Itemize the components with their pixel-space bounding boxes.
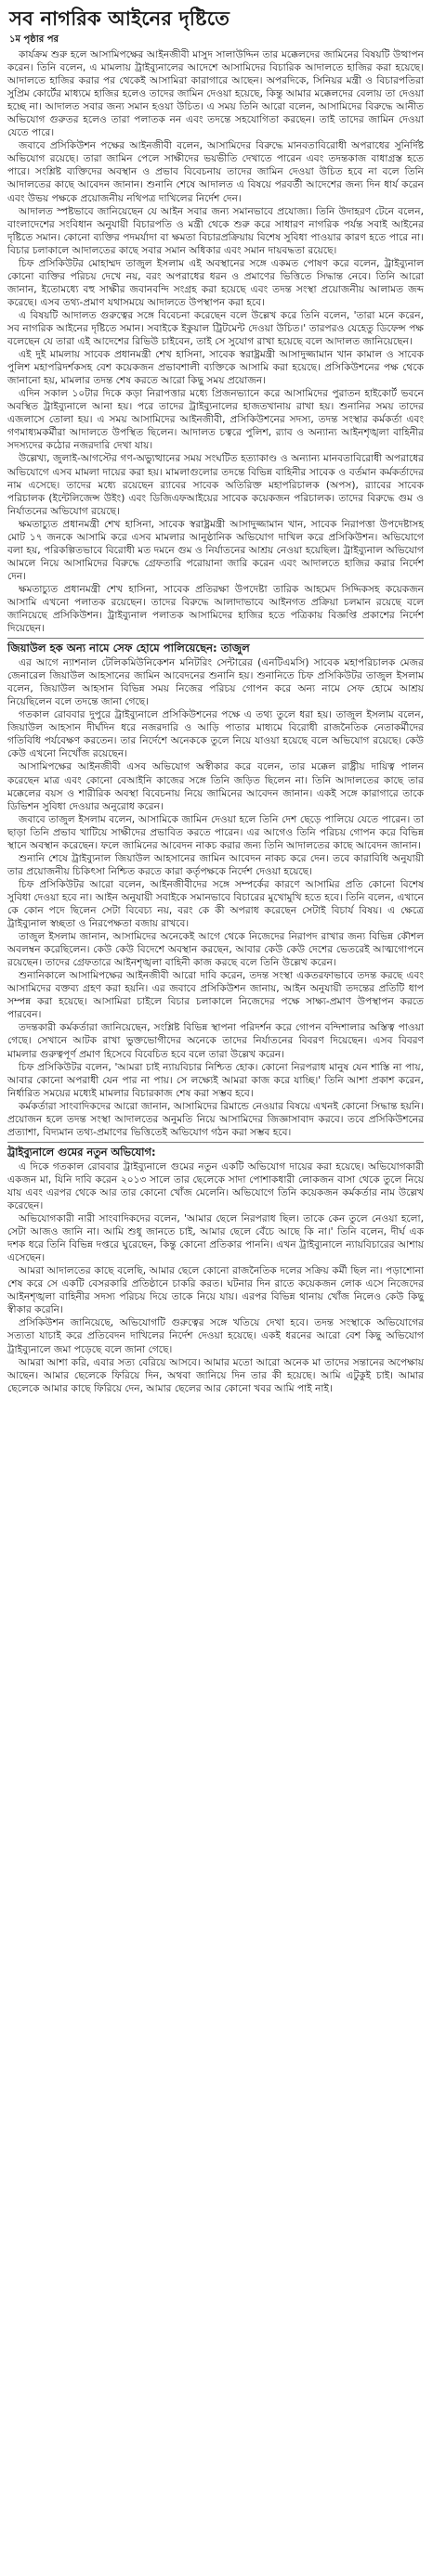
paragraph: উল্লেখ্য, জুলাই-আগস্টের গণ-অভ্যুত্থানের সময় সংঘটিত হত্যাকাণ্ড ও অন্যান্য মানবতাবিরোধী অপরাধের অভিযোগে এসব মামলা দায়ের করা হয়। মামলাগুলোর তদন্তে বিভিন্ন বাহিনীর সাবেক ও বর্তমান কর্মকর্তাদের নাম এসেছে। তাদের মধ্যে রয়েছেন র‍্যাবের সাবেক অতিরিক্ত মহাপরিচালক (অপস), র‍্যাবের সাবেক পরিচালক (ইন্টেলিজেন্স উইং) এবং ডিজিএফআইয়ের সাবেক কয়েকজন পরিচালক। তাদের বিরুদ্ধে গুম ও নির্যাতনের অভিযোগ রয়েছে। — [7, 453, 424, 517]
paragraph: তাজুল ইসলাম জানান, আসামিদের অনেকেই আগে থেকে নিজেদের নিরাপদ রাখার জন্য বিভিন্ন কৌশল অবলম্বন করেছিলেন। কেউ কেউ বিদেশে অবস্থান করছেন, আবার কেউ কেউ দেশের ভেতরেই আত্মগোপনে রয়েছেন। তাদের গ্রেফতারে আইনশৃঙ্খলা বাহিনী কাজ করছে বলে তিনি উল্লেখ করেন। — [7, 931, 424, 969]
section-subheading — [7, 1142, 424, 1159]
paragraph: তদন্তকারী কর্মকর্তারা জানিয়েছেন, সংশ্লিষ্ট বিভিন্ন স্থাপনা পরিদর্শন করে গোপন বন্দিশালার অস্তিত্ব পাওয়া গেছে। সেখানে আটক রাখা ভুক্তভোগীদের অনেকে তাদের নির্যাতনের বিবরণ দিয়েছেন। এসব বিবরণ মামলার গুরুত্বপূর্ণ প্রমাণ হিসেবে বিবেচিত হবে বলে তারা উল্লেখ করেন। — [7, 1022, 424, 1060]
paragraph: কর্মকর্তারা সাংবাদিকদের আরো জানান, আসামিদের রিমান্ডে নেওয়ার বিষয়ে এখনই কোনো সিদ্ধান্ত হয়নি। প্রয়োজন হলে তদন্ত সংস্থা আদালতের অনুমতি নিয়ে আসামিদের জিজ্ঞাসাবাদ করবে। তবে প্রসিকিউশনের প্রত্যাশা, বিদ্যমান তথ্য-প্রমাণের ভিত্তিতেই অভিযোগ গঠন করা সম্ভব হবে। — [7, 1100, 424, 1138]
paragraph: ক্ষমতাচ্যুত প্রধানমন্ত্রী শেখ হাসিনা, সাবেক প্রতিরক্ষা উপদেষ্টা তারিক আহমেদ সিদ্দিকসহ কয়েকজন আসামি এখনো পলাতক রয়েছেন। তাদের বিরুদ্ধে আলাদাভাবে আইনগত প্রক্রিয়া চলমান রয়েছে বলে জানিয়েছে প্রসিকিউশন। ট্রাইব্যুনাল পলাতক আসামিদের হাজির হতে পত্রিকায় বিজ্ঞপ্তি প্রকাশের নির্দেশ দিয়েছেন। — [7, 583, 424, 635]
article-body-part2 — [7, 656, 424, 1139]
paragraph: এ বিষয়টি আদালত গুরুত্বের সঙ্গে বিবেচনা করেছেন বলে উল্লেখ করে তিনি বলেন, 'তারা মনে করেন, সব নাগরিক আইনের দৃষ্টিতে সমান। সবাইকে ইকুয়াল ট্রিটমেন্ট দেওয়া উচিত।' তারপরও যেহেতু ডিফেন্স পক্ষ বলেছেন যে তারা এই আদেশের রিভিউ চাইবেন, তাই সে সুযোগ রাখা হয়েছে বলে আদালত জানিয়েছেন। — [7, 309, 424, 348]
paragraph: এই দুই মামলায় সাবেক প্রধানমন্ত্রী শেখ হাসিনা, সাবেক স্বরাষ্ট্রমন্ত্রী আসাদুজ্জামান খান কামাল ও সাবেক পুলিশ মহাপরিদর্শকসহ বেশ কয়েকজন প্রভাবশালী ব্যক্তিকে আসামি করা হয়েছে। প্রসিকিউশনের পক্ষ থেকে জানানো হয়, মামলার তদন্ত শেষ করতে আরো কিছু সময় প্রয়োজন। — [7, 349, 424, 387]
paragraph: গতকাল রোববার দুপুরে ট্রাইব্যুনালে প্রসিকিউশনের পক্ষে এ তথ্য তুলে ধরা হয়। তাজুল ইসলাম বলেন, জিয়াউল আহসান দীর্ঘদিন ধরে নজরদারি ও আড়ি পাতার মাধ্যমে বিরোধী রাজনৈতিক নেতাকর্মীদের গতিবিধি পর্যবেক্ষণ করতেন। তার নির্দেশে অনেককে তুলে নিয়ে যাওয়া হয়েছে বলে অভিযোগ রয়েছে। কেউ কেউ এখনো নিখোঁজ রয়েছেন। — [7, 709, 424, 760]
paragraph: চিফ প্রসিকিউটর বলেন, 'আমরা চাই ন্যায়বিচার নিশ্চিত হোক। কোনো নিরপরাধ মানুষ যেন শাস্তি না পায়, আবার কোনো অপরাধী যেন পার না পায়। সে লক্ষ্যেই আমরা কাজ করে যাচ্ছি।' তিনি আশা প্রকাশ করেন, নির্ধারিত সময়ের মধ্যেই মামলার বিচারকাজ শেষ করা সম্ভব হবে। — [7, 1061, 424, 1099]
article-body-part1 — [7, 48, 424, 635]
paragraph: কার্যক্রম শুরু হলে আসামিপক্ষের আইনজীবী মাসুদ সালাউদ্দিন তার মক্কেলদের জামিনের বিষয়টি উত্থাপন করেন। তিনি বলেন, এ মামলায় ট্রাইব্যুনালের আদেশে আসামিদের বিচারিক আদালতে হাজির করা হয়েছে। আদালতে হাজির করার পর থেকেই আসামিরা কারাগারে আছেন। অপরদিকে, সিনিয়র মন্ত্রী ও বিচারপতিরা সুপ্রিম কোর্টের মাধ্যমে হাজির হলেও তাদের জামিন দেওয়া হয়েছে, কিন্তু আমার মক্কেলদের বেলায় তা দেওয়া হচ্ছে না। আদালত সবার জন্য সমান হওয়া উচিত। এ সময় তিনি আরো বলেন, আসামিদের বিরুদ্ধে আনীত অভিযোগ গুরুতর হলেও তারা পলাতক নন এবং তদন্তে সহযোগিতা করছেন। তাই তাদের জামিন দেওয়া যেতে পারে। — [7, 49, 424, 139]
paragraph: চিফ প্রসিকিউটর মোহাম্মদ তাজুল ইসলাম এই অবস্থানের সঙ্গে একমত পোষণ করে বলেন, ট্রাইব্যুনাল কোনো ব্যক্তির পরিচয় দেখে নয়, বরং অপরাধের ধরন ও প্রমাণের ভিত্তিতে সিদ্ধান্ত নেবে। তিনি আরো জানান, ইতোমধ্যে বহু সাক্ষীর জবানবন্দি সংগ্রহ করা হয়েছে এবং তদন্ত সংস্থা প্রয়োজনীয় আলামত জব্দ করেছে। এসব তথ্য-প্রমাণ যথাসময়ে আদালতে উপস্থাপন করা হবে। — [7, 257, 424, 308]
article-body-part3 — [7, 1160, 424, 1395]
paragraph: জবাবে প্রসিকিউশন পক্ষের আইনজীবী বলেন, আসামিদের বিরুদ্ধে মানবতাবিরোধী অপরাধের সুনির্দিষ্ট অভিযোগ রয়েছে। তারা জামিন পেলে সাক্ষীদের ভয়ভীতি দেখাতে পারেন এবং তদন্তকাজ বাধাগ্রস্ত হতে পারে। সংশ্লিষ্ট ব্যক্তিদের অবস্থান ও প্রভাব বিবেচনায় তাদের জামিন দেওয়া উচিত হবে না বলে তিনি আদালতের কাছে আবেদন জানান। শুনানি শেষে আদালত এ বিষয়ে পরবর্তী আদেশের জন্য দিন ধার্য করেন এবং উভয় পক্ষকে প্রয়োজনীয় নথিপত্র দাখিলের নির্দেশ দেন। — [7, 140, 424, 204]
continued-from-label: ১ম পৃষ্ঠার পর — [9, 34, 59, 45]
paragraph: আদালত স্পষ্টভাবে জানিয়েছেন যে আইন সবার জন্য সমানভাবে প্রযোজ্য। তিনি উদাহরণ টেনে বলেন, বাংলাদেশের সংবিধান অনুযায়ী বিচারপতি ও মন্ত্রী থেকে শুরু করে সাধারণ নাগরিক পর্যন্ত সবাই আইনের দৃষ্টিতে সমান। কোনো ব্যক্তির পদমর্যাদা বা ক্ষমতা বিচারপ্রক্রিয়ায় বিশেষ সুবিধা পাওয়ার কারণ হতে পারে না। বিচার চলাকালে আদালতের কাছে সবার সমান অধিকার এবং সমান দায়বদ্ধতা রয়েছে। — [7, 205, 424, 256]
paragraph: জবাবে তাজুল ইসলাম বলেন, আসামিকে জামিন দেওয়া হলে তিনি দেশ ছেড়ে পালিয়ে যেতে পারেন। তা ছাড়া তিনি প্রভাব খাটিয়ে সাক্ষীদের প্রভাবিত করতে পারেন। এর আগেও তিনি পরিচয় গোপন করে বিভিন্ন স্থানে অবস্থান করেছেন। ফলে জামিনের আবেদন নাকচ করার জন্য তিনি আদালতের কাছে আবেদন জানান। — [7, 813, 424, 851]
paragraph: শুনানিকালে আসামিপক্ষের আইনজীবী আরো দাবি করেন, তদন্ত সংস্থা একতরফাভাবে তদন্ত করছে এবং আসামিদের বক্তব্য গ্রহণ করা হয়নি। এর জবাবে প্রসিকিউশন জানায়, আইন অনুযায়ী তদন্তের প্রতিটি ধাপ সম্পন্ন করা হয়েছে। আসামিরা চাইলে বিচার চলাকালে নিজেদের পক্ষে সাক্ষ্য-প্রমাণ উপস্থাপন করতে পারবেন। — [7, 970, 424, 1021]
paragraph: আমরা আশা করি, এবার সত্য বেরিয়ে আসবে। আমার মতো আরো অনেক মা তাদের সন্তানের অপেক্ষায় আছেন। আমার ছেলেকে ফিরিয়ে দিন, অথবা জানিয়ে দিন তার কী হয়েছে। আমি এটুকুই চাই। আমার ছেলেকে আমার কাছে ফিরিয়ে দেন, আমার ছেলের আর কোনো খবর আমি পাই নাই। — [7, 1356, 424, 1394]
paragraph: আমরা আদালতের কাছে বলেছি, আমার ছেলে কোনো রাজনৈতিক দলের সক্রিয় কর্মী ছিল না। পড়াশোনা শেষ করে সে একটি বেসরকারি প্রতিষ্ঠানে চাকরি করত। ঘটনার দিন রাতে কয়েকজন লোক এসে নিজেদের আইনশৃঙ্খলা বাহিনীর সদস্য পরিচয় দিয়ে তাকে নিয়ে যায়। এরপর বিভিন্ন থানায় খোঁজ নিলেও কেউ কিছু স্বীকার করেনি। — [7, 1265, 424, 1316]
paragraph: আসামিপক্ষের আইনজীবী এসব অভিযোগ অস্বীকার করে বলেন, তার মক্কেল রাষ্ট্রীয় দায়িত্ব পালন করেছেন মাত্র এবং কোনো বেআইনি কাজের সঙ্গে তিনি জড়িত ছিলেন না। তিনি আদালতের কাছে তার মক্কেলের বয়স ও শারীরিক অবস্থা বিবেচনায় নিয়ে জামিনের আবেদন জানান। একই সঙ্গে কারাগারে তাকে ডিভিশন সুবিধা দেওয়ার অনুরোধ করেন। — [7, 761, 424, 812]
paragraph: এ দিকে গতকাল রোববার ট্রাইব্যুনালে গুমের নতুন একটি অভিযোগ দায়ের করা হয়েছে। অভিযোগকারী একজন মা, যিনি দাবি করেন ২০১৩ সালে তার ছেলেকে সাদা পোশাকধারী লোকজন বাসা থেকে তুলে নিয়ে যায় এবং এরপর থেকে আর তার কোনো খোঁজ মেলেনি। অভিযোগে তিনি কয়েকজন কর্মকর্তার নাম উল্লেখ করেছেন। — [7, 1160, 424, 1211]
paragraph: অভিযোগকারী নারী সাংবাদিকদের বলেন, 'আমার ছেলে নিরপরাধ ছিল। তাকে কেন তুলে নেওয়া হলো, সেটা আজও জানি না। আমি শুধু জানতে চাই, আমার ছেলে বেঁচে আছে কি না।' তিনি বলেন, দীর্ঘ এক দশক ধরে তিনি বিভিন্ন দপ্তরে ঘুরেছেন, কিন্তু কোনো প্রতিকার পাননি। এখন ট্রাইব্যুনালে ন্যায়বিচারের আশায় এসেছেন। — [7, 1213, 424, 1264]
paragraph: ক্ষমতাচ্যুত প্রধানমন্ত্রী শেখ হাসিনা, সাবেক স্বরাষ্ট্রমন্ত্রী আসাদুজ্জামান খান, সাবেক নিরাপত্তা উপদেষ্টাসহ মোট ১৭ জনকে আসামি করে এসব মামলার আনুষ্ঠানিক অভিযোগ দাখিল করে প্রসিকিউশন। অভিযোগে বলা হয়, পরিকল্পিতভাবে বিরোধী মত দমনে গুম ও নির্যাতনের আশ্রয় নেওয়া হয়েছিল। ট্রাইব্যুনাল অভিযোগ আমলে নিয়ে আসামিদের বিরুদ্ধে গ্রেফতারি পরোয়ানা জারি করেন এবং আদালতে হাজির করার নির্দেশ দেন। — [7, 518, 424, 582]
paragraph: শুনানি শেষে ট্রাইব্যুনাল জিয়াউল আহসানের জামিন আবেদন নাকচ করে দেন। তবে কারাবিধি অনুযায়ী তার প্রয়োজনীয় চিকিৎসা নিশ্চিত করতে কারা কর্তৃপক্ষকে নির্দেশ দেওয়া হয়েছে। — [7, 852, 424, 877]
article-headline: সব নাগরিক আইনের দৃষ্টিতে — [9, 7, 230, 30]
paragraph: চিফ প্রসিকিউটর আরো বলেন, আইনজীবীদের সঙ্গে সম্পর্কের কারণে আসামির প্রতি কোনো বিশেষ সুবিধা দেওয়া হবে না। আইন অনুযায়ী সবাইকে সমানভাবে বিচারের মুখোমুখি হতে হবে। তিনি বলেন, এখানে কে কোন পদে ছিলেন সেটা বিবেচ্য নয়, বরং কে কী অপরাধ করেছেন সেটাই বিচার্য বিষয়। এ ক্ষেত্রে ট্রাইব্যুনাল স্বচ্ছতা ও নিরপেক্ষতা বজায় রাখবে। — [7, 878, 424, 930]
subheading-text: ট্রাইব্যুনালে গুমের নতুন অভিযোগ: — [7, 1145, 156, 1159]
section-subheading: জিয়াউল হক অন্য নামে সেফ হোমে পালিয়েছেন: তাজুল — [7, 638, 424, 655]
paragraph: এদিন সকাল ১০টার দিকে কড়া নিরাপত্তার মধ্যে প্রিজনভ্যানে করে আসামিদের পুরাতন হাইকোর্ট ভবনে অবস্থিত ট্রাইব্যুনালে আনা হয়। পরে তাদের ট্রাইব্যুনালের হাজতখানায় রাখা হয়। শুনানির সময় তাদের এজলাসে তোলা হয়। এ সময় আসামিদের আইনজীবী, প্রসিকিউশনের সদস্য, তদন্ত সংস্থার কর্মকর্তা এবং গণমাধ্যমকর্মীরা আদালতে উপস্থিত ছিলেন। আদালত চত্বরে পুলিশ, র‍্যাব ও অন্যান্য আইনশৃঙ্খলা বাহিনীর সদস্যদের কঠোর নজরদারি দেখা যায়। — [7, 388, 424, 452]
paragraph: এর আগে ন্যাশনাল টেলিকমিউনিকেশন মনিটরিং সেন্টারের (এনটিএমসি) সাবেক মহাপরিচালক মেজর জেনারেল জিয়াউল আহসানের জামিন আবেদনের শুনানি হয়। শুনানিতে চিফ প্রসিকিউটর তাজুল ইসলাম বলেন, জিয়াউল আহসান বিভিন্ন সময় নিজের পরিচয় গোপন করে অন্য নামে সেফ হোমে আশ্রয় নিয়েছিলেন বলে তদন্তে জানা গেছে। — [7, 657, 424, 708]
paragraph: প্রসিকিউশন জানিয়েছে, অভিযোগটি গুরুত্বের সঙ্গে খতিয়ে দেখা হবে। তদন্ত সংস্থাকে অভিযোগের সত্যতা যাচাই করে প্রতিবেদন দাখিলের নির্দেশ দেওয়া হয়েছে। একই ধরনের আরো বেশ কিছু অভিযোগ ট্রাইব্যুনালে জমা পড়েছে বলে জানা গেছে। — [7, 1317, 424, 1355]
